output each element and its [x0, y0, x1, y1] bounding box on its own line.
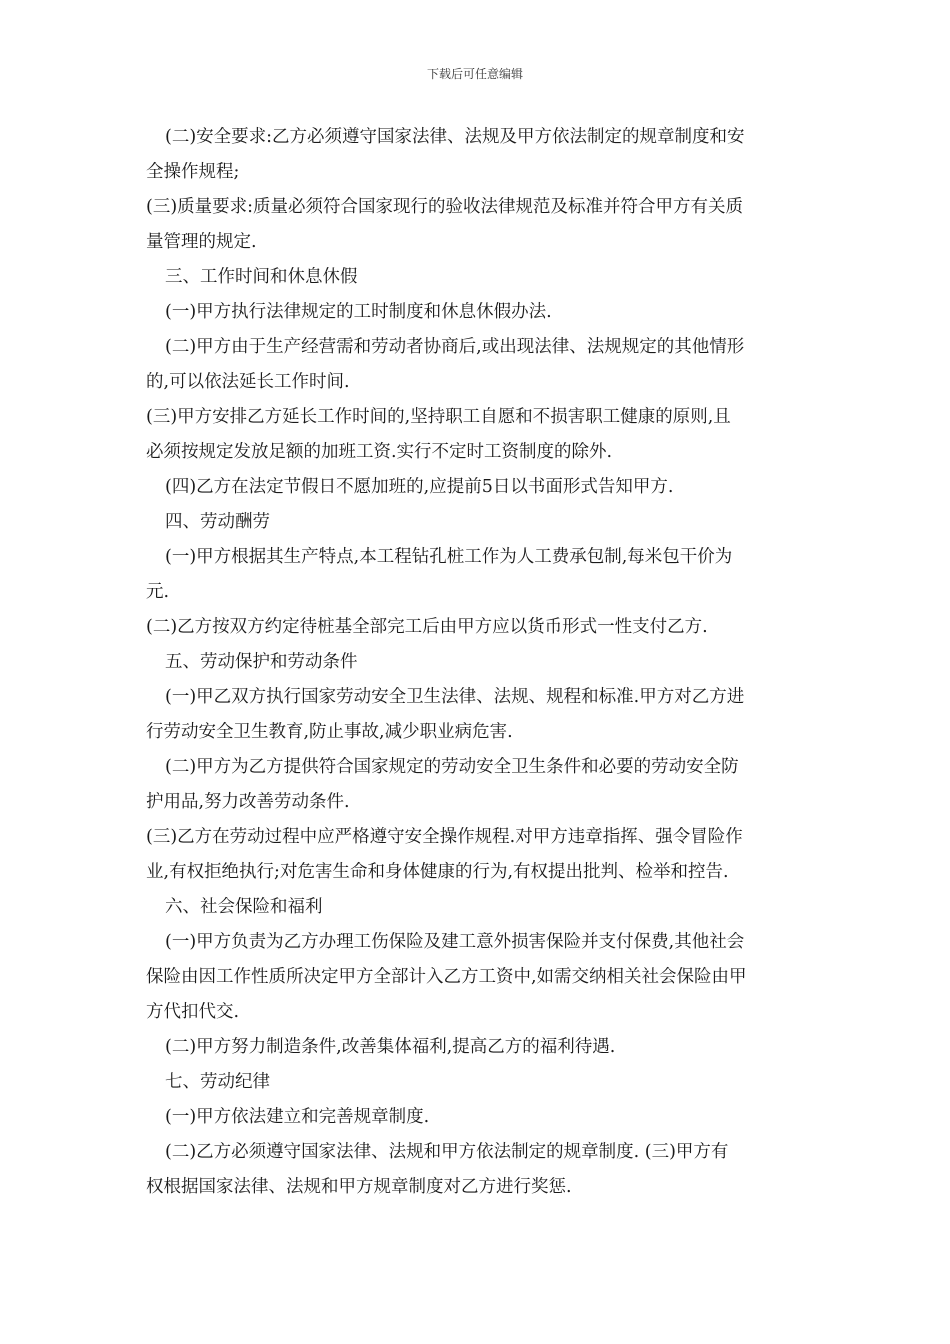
- text-line: 七、劳动纪律: [165, 1072, 270, 1092]
- text-line: 权根据国家法律、法规和甲方规章制度对乙方进行奖惩.: [146, 1177, 572, 1197]
- text-line: 五、劳动保护和劳动条件: [165, 652, 358, 672]
- text-line: (二)乙方必须遵守国家法律、法规和甲方依法制定的规章制度. (三)甲方有: [165, 1142, 729, 1162]
- text-line: (二)乙方按双方约定待桩基全部完工后由甲方应以货币形式一性支付乙方.: [146, 617, 708, 637]
- text-line: 的,可以依法延长工作时间.: [146, 372, 350, 392]
- document-body: [146, 120, 810, 1205]
- text-line: 六、社会保险和福利: [165, 897, 323, 917]
- text-line: 保险由因工作性质所决定甲方全部计入乙方工资中,如需交纳相关社会保险由甲: [146, 967, 747, 987]
- text-line: 方代扣代交.: [146, 1002, 240, 1022]
- text-line: (三)质量要求:质量必须符合国家现行的验收法律规范及标准并符合甲方有关质: [146, 197, 744, 217]
- text-line: 护用品,努力改善劳动条件.: [146, 792, 350, 812]
- text-line: 量管理的规定.: [146, 232, 257, 252]
- text-line: (一)甲方依法建立和完善规章制度.: [165, 1107, 430, 1127]
- text-line: (三)甲方安排乙方延长工作时间的,坚持职工自愿和不损害职工健康的原则,且: [146, 407, 731, 427]
- text-line: (一)甲乙双方执行国家劳动安全卫生法律、法规、规程和标准.甲方对乙方进: [165, 687, 745, 707]
- text-line: (二)安全要求:乙方必须遵守国家法律、法规及甲方依法制定的规章制度和安: [165, 127, 745, 147]
- text-line: 行劳动安全卫生教育,防止事故,减少职业病危害.: [146, 722, 513, 742]
- text-line: (一)甲方根据其生产特点,本工程钻孔桩工作为人工费承包制,每米包干价为: [165, 547, 733, 567]
- text-line: 元.: [146, 582, 170, 602]
- text-line: (二)甲方由于生产经营需和劳动者协商后,或出现法律、法规规定的其他情形: [165, 337, 745, 357]
- text-line: 必须按规定发放足额的加班工资.实行不定时工资制度的除外.: [146, 442, 613, 462]
- text-line: 全操作规程;: [146, 162, 240, 182]
- text-line: (二)甲方为乙方提供符合国家规定的劳动安全卫生条件和必要的劳动安全防: [165, 757, 739, 777]
- text-line: 业,有权拒绝执行;对危害生命和身体健康的行为,有权提出批判、检举和控告.: [146, 862, 729, 882]
- text-line: (一)甲方执行法律规定的工时制度和休息休假办法.: [165, 302, 552, 322]
- text-line: (四)乙方在法定节假日不愿加班的,应提前5日以书面形式告知甲方.: [165, 477, 674, 497]
- text-line: (三)乙方在劳动过程中应严格遵守安全操作规程.对甲方违章指挥、强令冒险作: [146, 827, 743, 847]
- page-header: 下载后可任意编辑: [426, 67, 523, 81]
- text-line: (二)甲方努力制造条件,改善集体福利,提高乙方的福利待遇.: [165, 1037, 616, 1057]
- text-line: 三、工作时间和休息休假: [165, 267, 358, 287]
- text-line: (一)甲方负责为乙方办理工伤保险及建工意外损害保险并支付保费,其他社会: [165, 932, 745, 952]
- text-line: 四、劳动酬劳: [165, 512, 270, 532]
